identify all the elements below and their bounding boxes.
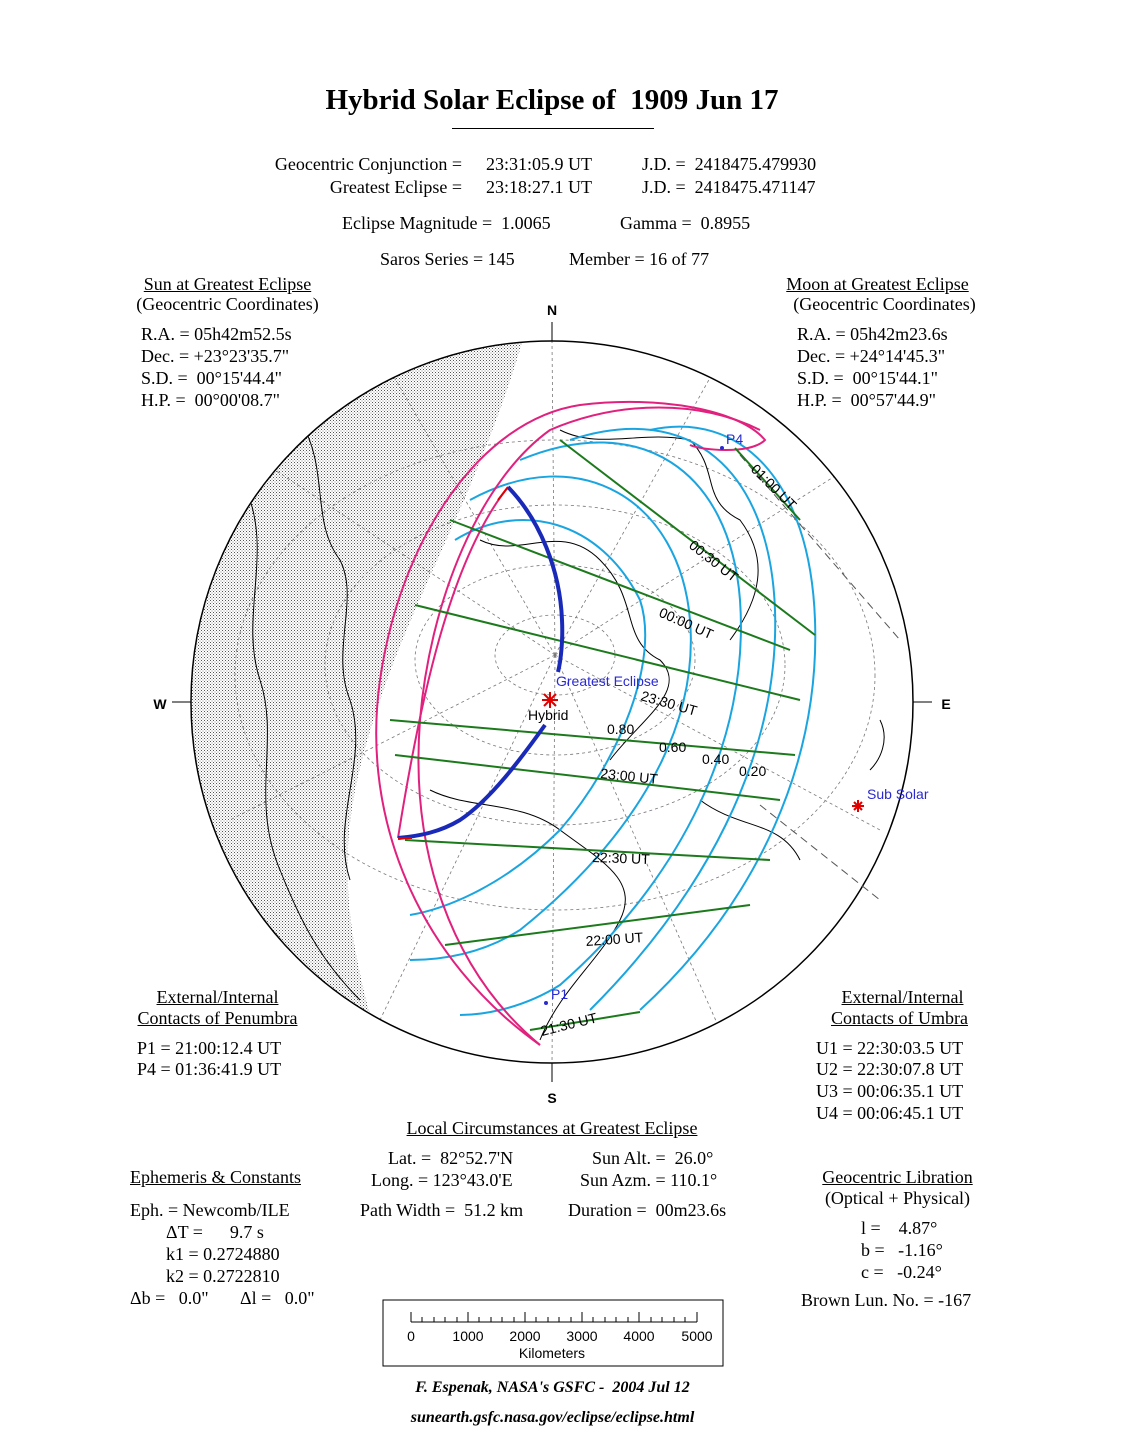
libration-b: b = -1.16°	[861, 1240, 943, 1260]
scale-label-5000: 5000	[681, 1328, 713, 1344]
scale-label-3000: 3000	[566, 1328, 598, 1344]
umbra-heading-2: Contacts of Umbra	[831, 1008, 968, 1028]
saros-series: Saros Series = 145	[380, 249, 515, 269]
magnitude-label-020: 0.20	[739, 763, 767, 779]
sun-sd: S.D. = 00°15'44.4"	[141, 368, 282, 388]
scale-tick-labels	[407, 1328, 713, 1361]
greatest-eclipse-label: Greatest Eclipse	[556, 673, 659, 689]
moon-subheading: (Geocentric Coordinates)	[793, 294, 976, 314]
penumbra-heading-2: Contacts of Penumbra	[137, 1008, 298, 1028]
ephemeris-eph: Eph. = Newcomb/ILE	[130, 1200, 290, 1220]
scale-ticks	[411, 1312, 697, 1322]
magnitude-label-060: 0.60	[659, 739, 687, 755]
local-long: Long. = 123°43.0'E	[371, 1170, 513, 1190]
eclipse-magnitude: Eclipse Magnitude = 1.0065	[342, 213, 551, 233]
ephemeris-delta-l: Δl = 0.0"	[240, 1288, 315, 1308]
brown-lunation-number: Brown Lun. No. = -167	[801, 1290, 972, 1310]
magnitude-label-040: 0.40	[702, 751, 730, 767]
scale-label-4000: 4000	[623, 1328, 655, 1344]
p1-label: P1	[551, 986, 569, 1002]
greatest-eclipse-star	[542, 692, 558, 708]
source-url[interactable]: sunearth.gsfc.nasa.gov/eclipse/eclipse.html	[410, 1409, 695, 1426]
ephemeris-delta-b: Δb = 0.0"	[130, 1288, 209, 1308]
moon-ra: R.A. = 05h42m23.6s	[797, 324, 948, 344]
moon-dec: Dec. = +24°14'45.3"	[797, 346, 946, 366]
hybrid-label: Hybrid	[528, 707, 569, 723]
time-label-0100: 01:00 UT	[747, 460, 800, 513]
penumbra-p1: P1 = 21:00:12.4 UT	[137, 1038, 282, 1058]
west-label: W	[153, 696, 167, 712]
umbra-heading-1: External/Internal	[841, 987, 964, 1007]
time-label-0030: 00:30 UT	[686, 536, 742, 585]
p1-dot	[544, 1001, 548, 1005]
page-title: Hybrid Solar Eclipse of 1909 Jun 17	[325, 84, 779, 116]
sun-heading: Sun at Greatest Eclipse	[143, 274, 312, 294]
p4-dot	[720, 446, 724, 450]
ephemeris-k1: k1 = 0.2724880	[166, 1244, 280, 1264]
libration-c: c = -0.24°	[861, 1262, 942, 1282]
sun-hp: H.P. = 00°00'08.7"	[141, 390, 280, 410]
conjunction-time: 23:31:05.9 UT	[486, 154, 592, 174]
local-path-width: Path Width = 51.2 km	[360, 1200, 524, 1220]
time-label-2300: 23:00 UT	[599, 765, 659, 788]
scale-label-0: 0	[407, 1328, 415, 1344]
local-heading: Local Circumstances at Greatest Eclipse	[406, 1118, 698, 1138]
greatest-eclipse-time: 23:18:27.1 UT	[486, 177, 592, 197]
scale-label-1000: 1000	[452, 1328, 484, 1344]
time-label-2230: 22:30 UT	[591, 849, 651, 868]
ephemeris-heading: Ephemeris & Constants	[130, 1167, 301, 1187]
magnitude-label-080: 0.80	[607, 721, 635, 737]
penumbra-heading-1: External/Internal	[156, 987, 279, 1007]
sub-solar-label: Sub Solar	[867, 786, 929, 802]
scale-unit: Kilometers	[518, 1345, 586, 1361]
gamma: Gamma = 0.8955	[620, 213, 751, 233]
local-lat: Lat. = 82°52.7'N	[388, 1148, 514, 1168]
greatest-eclipse-label: Greatest Eclipse =	[329, 177, 462, 197]
scale-label-2000: 2000	[509, 1328, 541, 1344]
greatest-eclipse-jd: J.D. = 2418475.471147	[642, 177, 816, 197]
libration-subheading: (Optical + Physical)	[824, 1188, 971, 1208]
ephemeris-delta-t: ΔT = 9.7 s	[166, 1222, 264, 1242]
ephemeris-k2: k2 = 0.2722810	[166, 1266, 280, 1286]
local-duration: Duration = 00m23.6s	[568, 1200, 727, 1220]
libration-heading: Geocentric Libration	[822, 1167, 973, 1187]
umbra-u1: U1 = 22:30:03.5 UT	[816, 1038, 964, 1058]
moon-sd: S.D. = 00°15'44.1"	[797, 368, 938, 388]
conjunction-jd: J.D. = 2418475.479930	[642, 154, 817, 174]
umbra-u4: U4 = 00:06:45.1 UT	[816, 1103, 964, 1123]
conjunction-label: Geocentric Conjunction =	[274, 154, 462, 174]
p4-label: P4	[726, 431, 744, 447]
local-sun-azm: Sun Azm. = 110.1°	[580, 1170, 718, 1190]
sun-dec: Dec. = +23°23'35.7"	[141, 346, 290, 366]
credit-line: F. Espenak, NASA's GSFC - 2004 Jul 12	[415, 1379, 690, 1396]
local-sun-alt: Sun Alt. = 26.0°	[592, 1148, 714, 1168]
time-label-2200: 22:00 UT	[585, 929, 644, 949]
umbra-u3: U3 = 00:06:35.1 UT	[816, 1081, 964, 1101]
saros-member: Member = 16 of 77	[569, 249, 710, 269]
east-label: E	[941, 696, 951, 712]
sun-ra: R.A. = 05h42m52.5s	[141, 324, 292, 344]
time-label-2130: 21:30 UT	[538, 1009, 599, 1039]
penumbra-p4: P4 = 01:36:41.9 UT	[137, 1059, 282, 1079]
north-label: N	[546, 302, 558, 318]
moon-heading: Moon at Greatest Eclipse	[786, 274, 969, 294]
time-label-2330: 23:30 UT	[639, 687, 699, 719]
time-label-0000: 00:00 UT	[656, 604, 716, 643]
moon-hp: H.P. = 00°57'44.9"	[797, 390, 936, 410]
umbra-u2: U2 = 22:30:07.8 UT	[816, 1059, 964, 1079]
sun-subheading: (Geocentric Coordinates)	[136, 294, 319, 314]
libration-l: l = 4.87°	[861, 1218, 938, 1238]
south-label: S	[547, 1090, 557, 1106]
